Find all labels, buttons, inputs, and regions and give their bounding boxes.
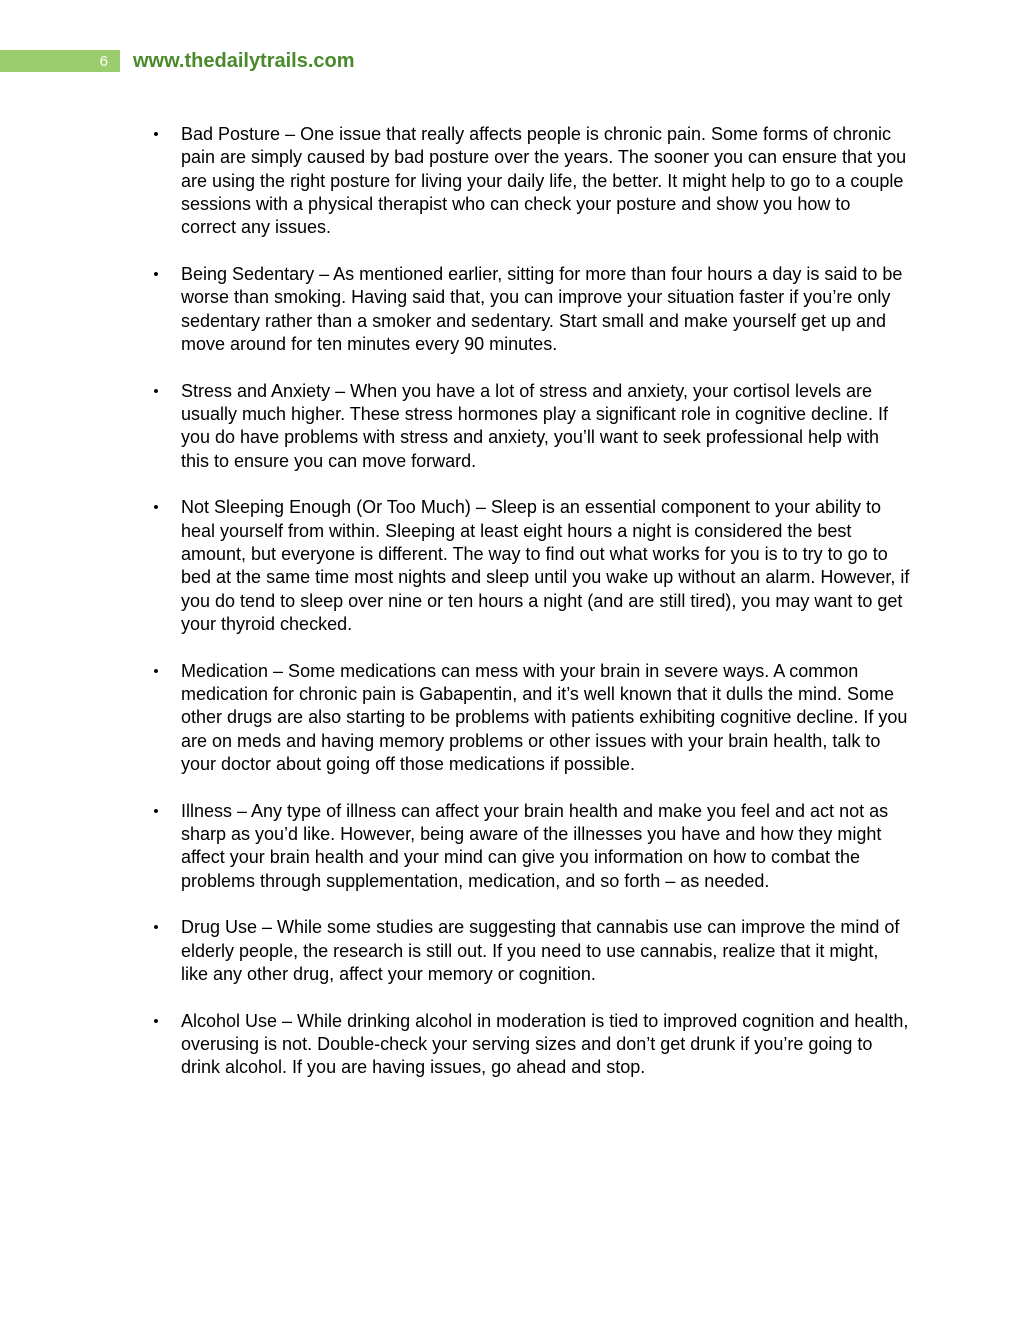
list-item-text: Stress and Anxiety – When you have a lot of stress and anxiety, your cortisol levels are usually much higher. These stress hormones play a significant role in cognitive decline. If you do have problems with stress and anxiety, you’ll want to seek professional help with this to ensure you can move forward. (181, 380, 889, 471)
bullet-icon: • (153, 802, 159, 820)
list-item (150, 123, 910, 239)
list-item (150, 916, 910, 986)
list-item (150, 1010, 910, 1080)
list-item-text: Bad Posture – One issue that really affects people is chronic pain. Some forms of chronic pain are simply caused by bad posture over the years. The sooner you can ensure that you are using the right posture for living your daily life, the better. It might help to go to a couple sessions with a physical therapist who can check your posture and show you how to correct any issues. (181, 124, 907, 238)
list-item-text: Being Sedentary – As mentioned earlier, sitting for more than four hours a day is said to be worse than smoking. Having said that, you can improve your situation faster if you’re only sedentary rather than a smoker and sedentary. Start small and make yourself get up and move around for ten minutes every 90 minutes. (181, 263, 903, 354)
list-item (150, 800, 910, 893)
site-url: www.thedailytrails.com (133, 49, 355, 72)
bullet-icon: • (153, 382, 159, 400)
list-item (150, 380, 910, 473)
list-item (150, 660, 910, 776)
page-header (0, 50, 355, 72)
bullet-icon: • (153, 1012, 159, 1030)
main-content (150, 123, 910, 1103)
bullet-icon: • (153, 126, 159, 143)
bullet-list (150, 123, 910, 1080)
list-item-text: Drug Use – While some studies are suggesting that cannabis use can improve the mind of elderly people, the research is still out. If you need to use cannabis, realize that it might, like any other drug, affect your memory or cognition. (181, 917, 900, 984)
page-number: 6 (0, 50, 120, 72)
bullet-icon: • (153, 662, 159, 680)
list-item (150, 496, 910, 636)
list-item-text: Illness – Any type of illness can affect your brain health and make you feel and act not as sharp as you’d like. However, being aware of the illnesses you have and how they might affect your brain health and your mind can give you information on how to combat the problems through supplementation, medication, and so forth – as needed. (181, 800, 889, 891)
list-item (150, 263, 910, 356)
list-item-text: Alcohol Use – While drinking alcohol in moderation is tied to improved cognition and health, overusing is not. Double-check your serving sizes and don’t get drunk if you’re going to drink alcohol. If you are having issues, go ahead and stop. (181, 1010, 909, 1078)
list-item-text: Medication – Some medications can mess with your brain in severe ways. A common medication for chronic pain is Gabapentin, and it’s well known that it dulls the mind. Some other drugs are also starting to be problems with patients exhibiting cognitive decline. If you are on meds and having memory problems or other issues with your brain health, talk to your doctor about going off those medications if possible. (181, 660, 908, 774)
bullet-icon: • (153, 265, 159, 283)
list-item-text: Not Sleeping Enough (Or Too Much) – Sleep is an essential component to your ability to heal yourself from within. Sleeping at least eight hours a night is considered the best amount, but everyone is different. The way to find out what works for you is to try to go to bed at the same time most nights and sleep until you wake up without an alarm. However, if you do tend to sleep over nine or ten hours a night (and are still tired), you may want to get your thyroid checked. (181, 497, 910, 634)
bullet-icon: • (153, 499, 159, 517)
bullet-icon: • (153, 919, 159, 937)
